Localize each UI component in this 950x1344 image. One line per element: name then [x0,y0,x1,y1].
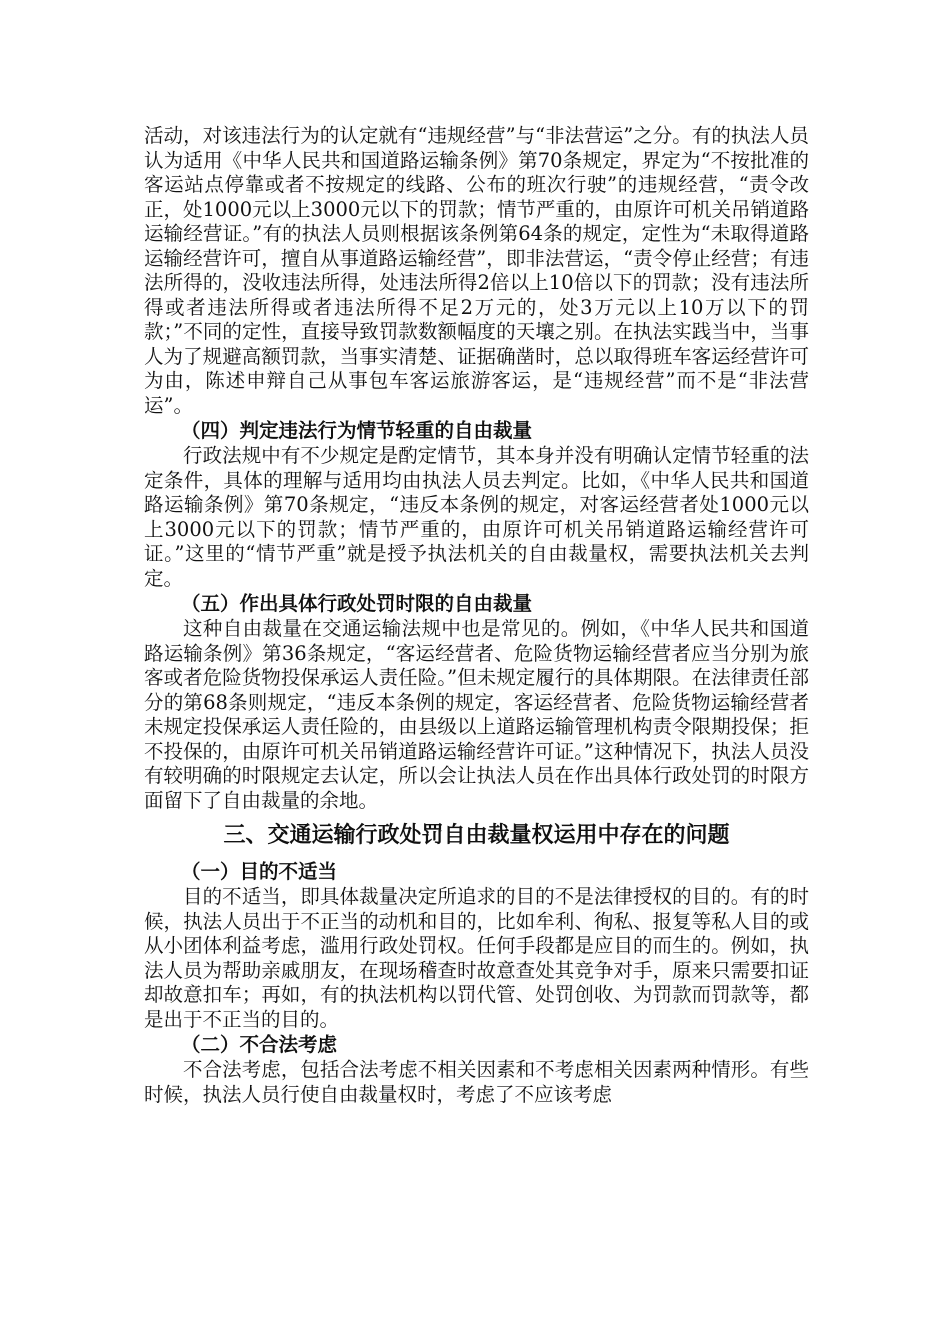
paragraph-intro: 活动，对该违法行为的认定就有“违规经营”与“非法营运”之分。有的执法人员认为适用《中华人民共和国道路运输条例》第70条规定，界定为“不按批准的客运站点停靠或者不按规定的线路、公布的班次行驶”的违规经营，“责令改正，处1000元以上3000元以下的罚款；情节严重的，由原许可机关吊销道路运输经营证。”有的执法人员则根据该条例第64条的规定，定性为“未取得道路运输经营许可，擅自从事道路运输经营”，即非法营运，“责令停止经营；有违法所得的，没收违法所得，处违法所得2倍以上10倍以下的罚款；没有违法所得或者违法所得或者违法所得不足2万元的，处3万元以上10万以下的罚款；”不同的定性，直接导致罚款数额幅度的天壤之别。在执法实践当中，当事人为了规避高额罚款，当事实清楚、证据确凿时，总以取得班车客运经营许可为由，陈述申辩自己从事包车客运旅游客运，是“违规经营”而不是“非法营运”。 [144,124,809,417]
subheading-4: （四）判定违法行为情节轻重的自由裁量 [181,419,533,442]
section-heading-3: 三、交通运输行政处罚自由裁量权运用中存在的问题 [223,823,730,848]
subheading-s1: （一）目的不适当 [181,860,338,883]
paragraph-s1: 目的不适当，即具体裁量决定所追求的目的不是法律授权的目的。有的时候，执法人员出于不正当的动机和目的，比如牟利、徇私、报复等私人目的或从小团体利益考虑，滥用行政处罚权。任何手段都是应目的而生的。例如，执法人员为帮助亲戚朋友，在现场稽查时故意查处其竞争对手，原来只需要扣证却故意扣车；再如，有的执法机构以罚代管、处罚创收、为罚款而罚款等，都是出于不正当的目的。 [144,885,809,1031]
paragraph-4: 行政法规中有不少规定是酌定情节，其本身并没有明确认定情节轻重的法定条件，具体的理解与适用均由执法人员去判定。比如，《中华人民共和国道路运输条例》第70条规定，“违反本条例的规定，对客运经营者处1000元以上3000元以下的罚款；情节严重的，由原许可机关吊销道路运输经营许可证。”这里的“情节严重”就是授予执法机关的自由裁量权，需要执法机关去判定。 [144,444,809,590]
subheading-s2: （二）不合法考虑 [181,1033,338,1056]
paragraph-s2: 不合法考虑，包括合法考虑不相关因素和不考虑相关因素两种情形。有些时候，执法人员行使自由裁量权时，考虑了不应该考虑 [144,1058,809,1106]
paragraph-5: 这种自由裁量在交通运输法规中也是常见的。例如，《中华人民共和国道路运输条例》第36条规定，“客运经营者、危险货物运输经营者应当分别为旅客或者危险货物投保承运人责任险。”但未规定履行的具体期限。在法律责任部分的第68条则规定，“违反本条例的规定，客运经营者、危险货物运输经营者未规定投保承运人责任险的，由县级以上道路运输管理机构责令限期投保；拒不投保的，由原许可机关吊销道路运输经营许可证。”这种情况下，执法人员没有较明确的时限规定去认定，所以会让执法人员在作出具体行政处罚的时限方面留下了自由裁量的余地。 [144,617,809,812]
document-page [144,124,809,1107]
subheading-5: （五）作出具体行政处罚时限的自由裁量 [181,592,533,615]
